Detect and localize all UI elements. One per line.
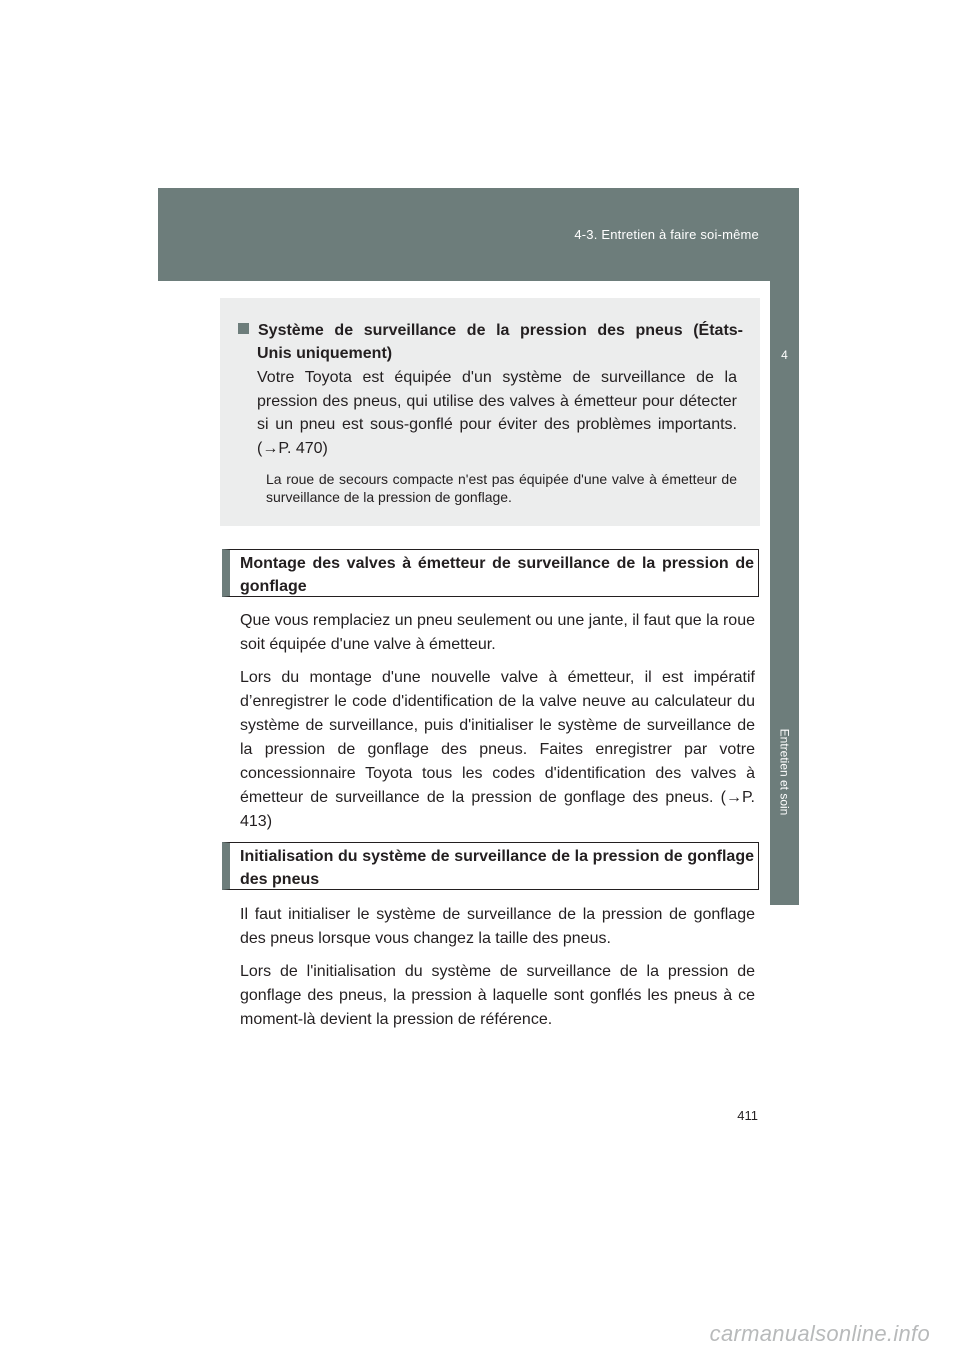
- section-title: 4-3. Entretien à faire soi-même: [574, 227, 759, 242]
- info-box: [220, 298, 760, 526]
- paragraph: Il faut initialiser le système de surveillance de la pression de gonflage des pneus lorsque vous changez la taille des pneus.: [240, 906, 755, 947]
- paragraph: Lors du montage d'une nouvelle valve à émetteur, il est impératif d’enregistrer le code d'identification de la valve neuve au calculateur du système de surveillance, puis d'initialiser le système de surveillance de la pression de gonflage des pneus. Faites enregistrer par votre concessionnaire Toyota tous les codes d'identification des valves à émetteur de surveillance de la pression de gonflage des pneus. (→P. 413): [240, 669, 755, 830]
- info-title-line2: Unis uniquement): [257, 345, 393, 362]
- info-box-note: La roue de secours compacte n'est pas équipée d'une valve à émetteur de surveillance de la pression de gonflage.: [266, 471, 737, 505]
- info-box-title: [238, 319, 743, 365]
- bullet-square-icon: [238, 323, 249, 334]
- paragraph: Que vous remplaciez un pneu seulement ou une jante, il faut que la roue soit équipée d'une valve à émetteur.: [240, 612, 755, 653]
- chapter-title-text: Entretien et soin: [777, 728, 792, 816]
- chapter-title: [770, 716, 799, 828]
- section-heading-initialisation: Initialisation du système de surveillance de la pression de gonflage des pneus: [222, 842, 759, 890]
- page-number: 411: [737, 1108, 758, 1123]
- section-heading-valve-mounting: Montage des valves à émetteur de surveillance de la pression de gonflage: [222, 549, 759, 597]
- paragraph: Lors de l'initialisation du système de surveillance de la pression de gonflage des pneus, la pression à laquelle sont gonflés les pneus à ce moment-là devient la pression de référence.: [240, 963, 755, 1028]
- chapter-number: 4: [781, 348, 788, 362]
- info-box-body: Votre Toyota est équipée d'un système de surveillance de la pression des pneus, qui utilise des valves à émetteur pour détecter si un pneu est sous-gonflé pour éviter des problèmes importants. (→P. 470): [257, 369, 737, 457]
- footer-watermark: carmanualsonline.info: [709, 1321, 930, 1346]
- header-band: [158, 188, 799, 281]
- info-title-line1: Système de surveillance de la pression des pneus (États-: [258, 322, 743, 339]
